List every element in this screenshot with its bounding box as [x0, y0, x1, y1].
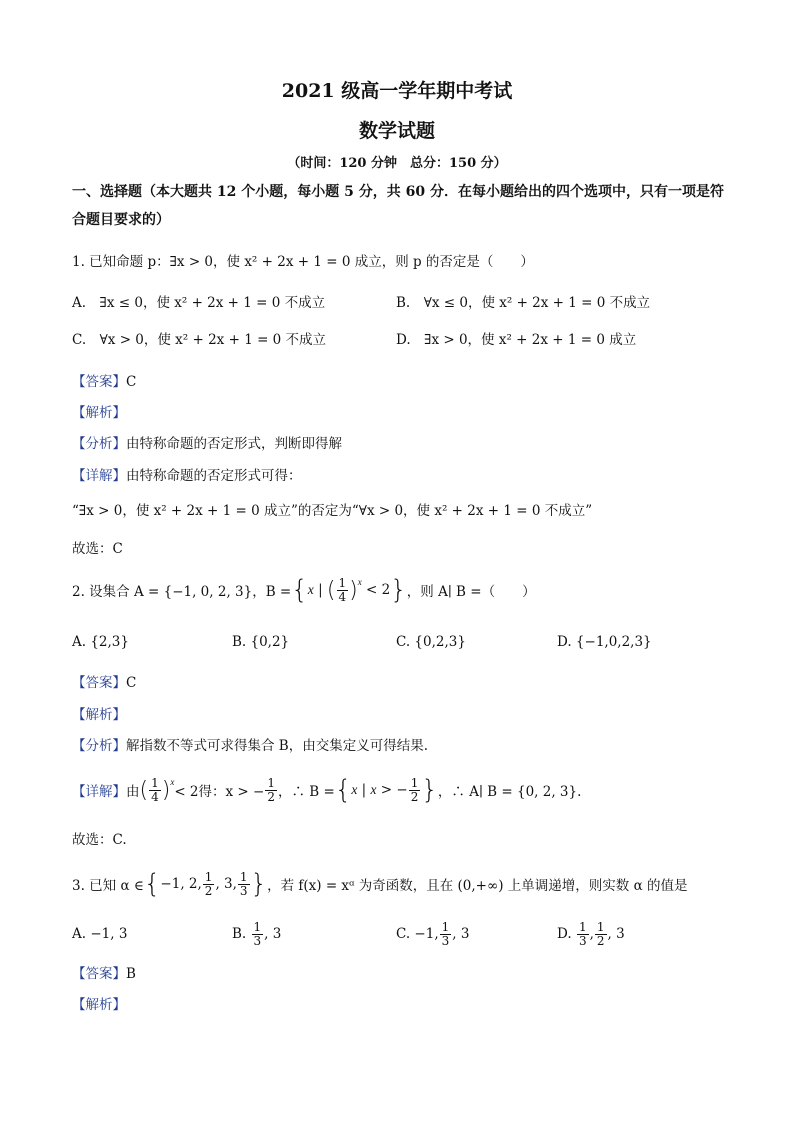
lt-two: < 2: [361, 582, 391, 598]
exam-subtitle: 数学试题: [358, 120, 435, 142]
xiangjie-b: < 2得：x > −: [174, 784, 265, 800]
q2-fenxi: [72, 734, 428, 754]
q2-option-d: D. {−1,0,2,3}: [557, 634, 652, 650]
option-label: B.: [232, 926, 247, 942]
brace-right: }: [421, 775, 438, 805]
fraction-one-half: $\frac{1}{2}$: [204, 869, 213, 898]
exam-meta: （时间：120 分钟 总分：150 分）: [287, 156, 507, 171]
fenxi-tag: 【分析】: [72, 436, 126, 452]
q1-option-a: A. ∃x ≤ 0，使 x² + 2x + 1 = 0 不成立: [72, 295, 326, 311]
q2-option-c: C. {0,2,3}: [396, 634, 466, 650]
q3-option-c: C. −1, $\frac{1}{3}$ , 3: [396, 919, 470, 948]
q1-analysis: 【解析】: [72, 405, 126, 421]
cond-x: x: [370, 782, 377, 797]
brace-right: }: [250, 869, 268, 899]
q2-option-b: B. {0,2}: [232, 634, 290, 650]
brace-left: {: [291, 575, 308, 605]
set-items-a: −1, 2,: [160, 876, 202, 892]
q3-option-d: D. $\frac{1}{3}$ , $\frac{1}{2}$ , 3: [557, 919, 625, 948]
fraction-one-third: $\frac{1}{3}$: [239, 869, 248, 898]
xiangjie-tag: 【详解】: [72, 784, 126, 800]
gt-neg: > −: [376, 782, 408, 798]
set-items-b: , 3,: [215, 876, 237, 892]
q2-stem-suffix: ，则 A∣ B =（ ）: [406, 584, 536, 600]
q1-option-c: C. ∀x > 0，使 x² + 2x + 1 = 0 不成立: [72, 332, 327, 348]
fraction-one-third: $\frac{1}{3}$: [253, 919, 262, 948]
fraction-one-quarter: $\frac{1}{4}$: [151, 775, 159, 804]
q3-answer: 【答案】B: [72, 966, 136, 982]
fraction-one-third: $\frac{1}{3}$: [441, 919, 450, 948]
q1-stem: 1. 已知命题 p：∃x > 0，使 x² + 2x + 1 = 0 成立，则 p 的否定是（ ）: [72, 254, 534, 270]
q2-option-a: A. {2,3}: [72, 634, 129, 650]
q1-xiangjie: [72, 464, 302, 484]
fraction-one-half: $\frac{1}{2}$: [596, 919, 605, 948]
q3-stem-suffix: ，若 f(x) = xᵅ 为奇函数，且在 (0,+∞) 上单调递增，则实数 α 的值是: [267, 878, 688, 894]
set-var-x: x: [307, 582, 314, 597]
paren-right: ): [349, 577, 358, 603]
paren-right: ): [161, 777, 171, 803]
fraction-one-third: $\frac{1}{3}$: [578, 919, 587, 948]
section-heading: 一、选择题（本大题共 12 个小题，每小题 5 分，共 60 分．在每小题给出的四个选项中，只有一项是符合题目要求的）: [72, 184, 724, 228]
fraction-one-quarter: $\frac{1}{4}$: [338, 575, 347, 604]
q3-option-b: B. $\frac{1}{3}$ , 3: [232, 919, 282, 948]
q3-stem-prefix: 3. 已知 α ∈: [72, 878, 144, 894]
q1-fenxi: [72, 432, 342, 452]
exp-x: x: [357, 577, 362, 587]
q1-answer: 【答案】C: [72, 374, 137, 390]
paren-left: (: [326, 577, 336, 603]
xiangjie-text: 由特称命题的否定形式可得：: [126, 468, 302, 484]
q1-quote: “∃x > 0，使 x² + 2x + 1 = 0 成立”的否定为“∀x > 0，使 x² + 2x + 1 = 0 不成立”: [72, 503, 593, 519]
xiangjie-tag: 【详解】: [72, 468, 126, 484]
fraction-one-half: $\frac{1}{2}$: [267, 775, 275, 804]
option-label: D.: [557, 926, 572, 942]
q1-option-b: B. ∀x ≤ 0，使 x² + 2x + 1 = 0 不成立: [396, 295, 651, 311]
q1-choice: 故选：C: [72, 541, 123, 557]
fenxi-tag: 【分析】: [72, 738, 126, 754]
option-label: C. −1,: [396, 926, 439, 942]
brace-right: }: [390, 575, 407, 605]
exp-x: x: [170, 777, 175, 787]
paren-left: (: [139, 777, 149, 803]
q2-answer: 【答案】C: [72, 675, 137, 691]
q3-option-a: A. −1, 3: [72, 926, 128, 942]
brace-left: {: [143, 869, 161, 899]
fraction-one-half: $\frac{1}{2}$: [410, 775, 419, 804]
fenxi-text: 解指数不等式可求得集合 B，由交集定义可得结果.: [126, 738, 429, 754]
q2-stem: [72, 570, 536, 610]
fenxi-text: 由特称命题的否定形式，判断即得解: [126, 436, 342, 452]
xiangjie-d: ，∴ A∣ B = {0, 2, 3}.: [437, 784, 582, 800]
q2-analysis: 【解析】: [72, 707, 126, 723]
set-var-x: x: [351, 782, 358, 797]
q3-analysis: 【解析】: [72, 997, 126, 1013]
q2-stem-prefix: 2. 设集合 A = {−1, 0, 2, 3}，B =: [72, 584, 292, 600]
xiangjie-c: ，∴ B =: [277, 784, 335, 800]
bar: |: [313, 582, 327, 598]
xiangjie-a: 由: [126, 784, 140, 800]
q3-stem: [72, 862, 687, 906]
brace-left: {: [334, 775, 352, 805]
q2-xiangjie: [72, 768, 581, 812]
q2-choice: 故选：C.: [72, 832, 127, 848]
exam-title: 2021 级高一学年期中考试: [281, 80, 513, 102]
bar: |: [357, 782, 371, 798]
q1-option-d: D. ∃x > 0，使 x² + 2x + 1 = 0 成立: [396, 332, 637, 348]
